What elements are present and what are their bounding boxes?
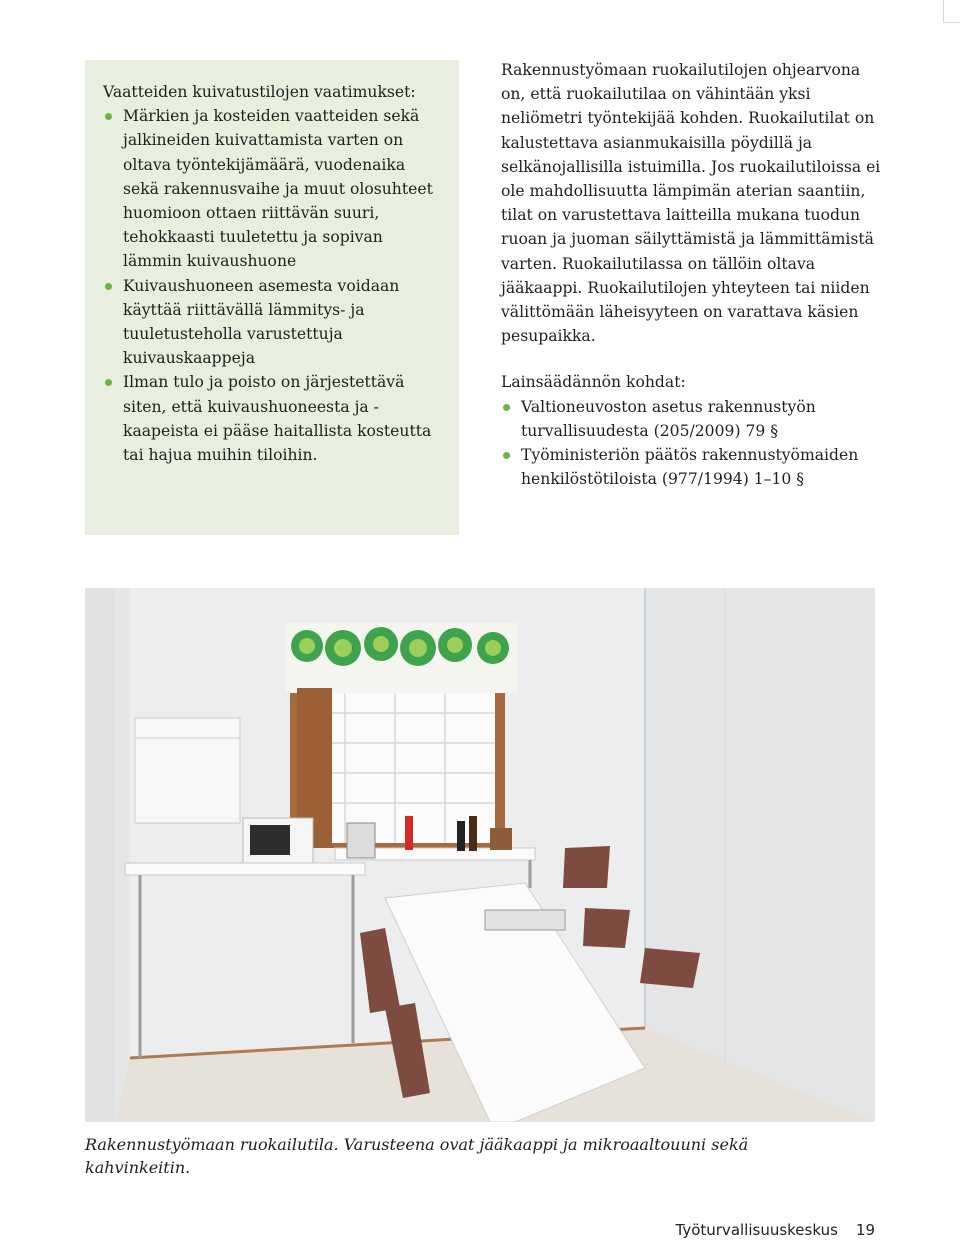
list-item-text: Märkien ja kosteiden vaatteiden sekä jalkineiden kuivattamista varten on oltava työntekijämäärä, vuodenaika sekä rakennusvaihe ja muut olosuhteet huomioon ottaen riittävän suuri, tehokkaasti tuuletettu ja sopivan lämmin kuivaushuone (123, 107, 433, 271)
law-heading: Lainsäädännön kohdat: (501, 373, 686, 392)
list-item (103, 104, 443, 273)
right-column (501, 58, 885, 491)
corner-mark (943, 22, 960, 23)
list-item-text: Työministeriön päätös rakennustyömaiden henkilöstötiloista (977/1994) 1–10 § (521, 446, 859, 489)
bullet-icon (105, 379, 112, 386)
bullet-icon (105, 113, 112, 120)
drying-requirements-box (85, 60, 459, 535)
bullet-icon (105, 283, 112, 290)
list-item-text: Valtioneuvoston asetus rakennustyön turvallisuudesta (205/2009) 79 § (521, 397, 816, 440)
list-item (103, 274, 443, 371)
list-item (501, 443, 885, 491)
corner-mark (943, 0, 944, 22)
law-list (501, 395, 885, 492)
page-number: 19 (855, 1221, 875, 1239)
canteen-illustration (85, 588, 875, 1122)
canteen-photo (85, 588, 875, 1122)
list-item-text: Ilman tulo ja poisto on järjestettävä siten, että kuivaushuoneesta ja -kaapeista ei pääse haitallista kosteutta tai hajua muihin tiloihin. (123, 373, 432, 465)
publisher-name: Työturvallisuuskeskus (675, 1221, 838, 1239)
list-item-text: Kuivaushuoneen asemesta voidaan käyttää riittävällä lämmitys- ja tuuletusteholla varustettuja kuivauskaappeja (123, 276, 400, 368)
body-paragraph: Rakennustyömaan ruokailutilojen ohjearvona on, että ruokailutilaa on vähintään yksi neliömetri työntekijää kohden. Ruokailutilat on kalustettava asianmukaisilla pöydillä ja selkänojallisilla istuimilla. Jos ruokailutiloissa ei ole mahdollisuutta lämpimän aterian saantiin, tilat on varustettava laitteilla mukana tuodun ruoan ja juoman säilyttämistä ja lämmittämistä varten. Ruokailutilassa on tällöin oltava jääkaappi. Ruokailutilojen yhteyteen tai niiden välittömään läheisyyteen on varattava käsien pesupaikka. (501, 61, 881, 346)
page-footer (676, 1221, 876, 1239)
list-item (501, 395, 885, 443)
bullet-icon (503, 404, 510, 411)
list-item (103, 370, 443, 467)
requirements-list (103, 104, 443, 467)
photo-caption: Rakennustyömaan ruokailutila. Varusteena ovat jääkaappi ja mikroaaltouuni sekä kahvinkeitin. (85, 1135, 749, 1177)
box-heading: Vaatteiden kuivatustilojen vaatimukset: (103, 83, 416, 101)
bullet-icon (503, 452, 510, 459)
